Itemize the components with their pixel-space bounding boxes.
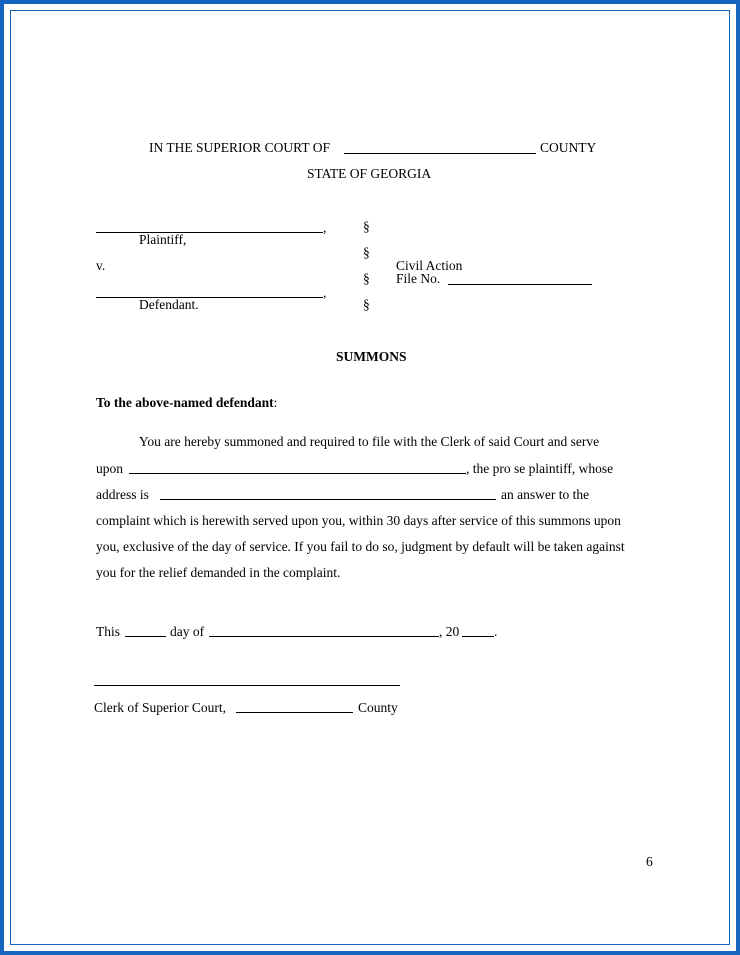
body-line-6: you for the relief demanded in the complaint.: [96, 565, 341, 580]
defendant-comma: ,: [323, 285, 327, 300]
section-symbol-2: §: [363, 245, 370, 260]
day-blank: [125, 636, 166, 637]
defendant-name-blank: [96, 297, 323, 298]
file-no-blank: [448, 284, 592, 285]
county-blank: [344, 153, 536, 154]
body-line-3-suffix: an answer to the: [501, 487, 590, 502]
court-suffix: COUNTY: [540, 140, 597, 155]
court-prefix: IN THE SUPERIOR COURT OF: [149, 140, 330, 155]
defendant-label: Defendant.: [139, 297, 199, 312]
page-inner-border: [10, 10, 730, 945]
year-blank: [462, 636, 494, 637]
date-period: .: [494, 624, 498, 639]
body-line-5: you, exclusive of the day of service. If you fail to do so, judgment by default will be taken against: [96, 539, 625, 554]
month-blank: [209, 636, 439, 637]
plaintiff-address-blank: [160, 499, 496, 500]
addressee-colon: :: [273, 395, 278, 410]
body-line-2-suffix: , the pro se plaintiff, whose: [466, 461, 614, 476]
body-line-2-prefix: upon: [96, 461, 123, 476]
summons-title: SUMMONS: [336, 349, 407, 364]
versus-label: v.: [96, 258, 106, 273]
civil-action-label: Civil Action: [396, 258, 463, 273]
plaintiff-name-blank: [96, 232, 323, 233]
body-line-4: complaint which is herewith served upon you, within 30 days after service of this summons upon: [96, 513, 621, 528]
plaintiff-name-blank-body: [129, 473, 466, 474]
date-this: This: [96, 624, 121, 639]
addressee-label: To the above-named defendant: [96, 395, 274, 410]
plaintiff-comma: ,: [323, 220, 327, 235]
clerk-county-blank: [236, 712, 353, 713]
addressee-line: [96, 396, 277, 410]
clerk-signature-line: [94, 685, 400, 686]
clerk-label-prefix: Clerk of Superior Court,: [94, 700, 226, 715]
clerk-label-suffix: County: [358, 700, 398, 715]
file-no-label: File No.: [396, 271, 441, 286]
section-symbol-4: §: [363, 297, 370, 312]
body-line-1: You are hereby summoned and required to file with the Clerk of said Court and serve: [139, 434, 600, 449]
page-number: 6: [646, 854, 653, 869]
body-line-3-prefix: address is: [96, 487, 149, 502]
state-heading: STATE OF GEORGIA: [307, 166, 432, 181]
section-symbol-1: §: [363, 219, 370, 234]
plaintiff-label: Plaintiff,: [139, 232, 187, 247]
section-symbol-3: §: [363, 271, 370, 286]
date-year-prefix: , 20: [439, 624, 460, 639]
date-day-of: day of: [170, 624, 205, 639]
